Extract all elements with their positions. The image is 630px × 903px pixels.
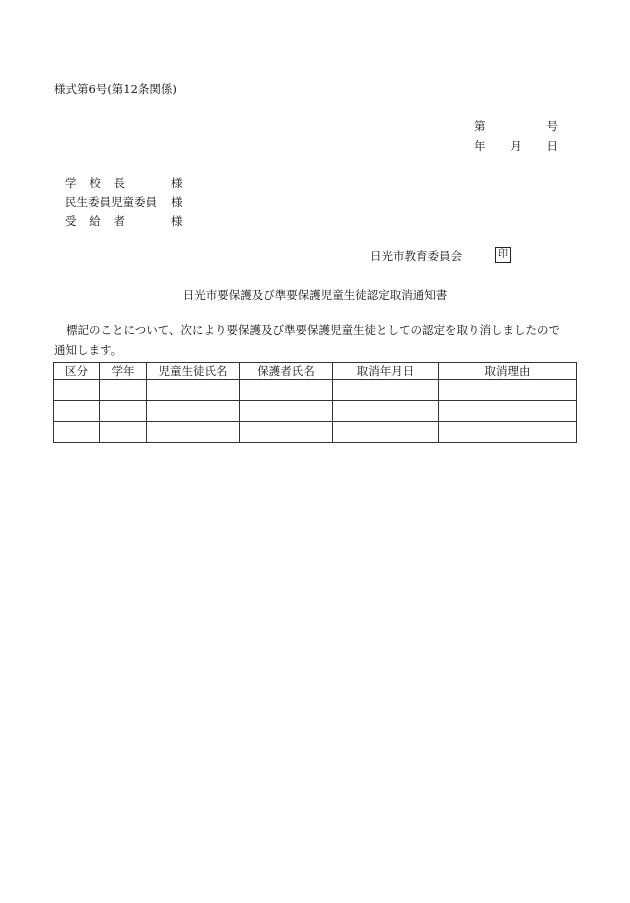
body-line1-text: 標記のことについて、次により要保護及び準要保護児童生徒としての認定を取り消しましたので: [66, 323, 561, 337]
table-cell: [333, 401, 439, 422]
recipient-honorific: 様: [171, 195, 183, 209]
header-grade: 学年: [100, 363, 147, 380]
recipient-name-spaced: [65, 212, 125, 231]
header-category: 区分: [54, 363, 100, 380]
form-number: 様式第6号(第12条関係): [54, 82, 177, 96]
table-cell: [439, 401, 577, 422]
header-revocation-date: 取消年月日: [333, 363, 439, 380]
recipient-welfare-commissioner: [65, 193, 183, 212]
table-cell: [54, 401, 100, 422]
table-cell: [240, 401, 333, 422]
recipients: [65, 174, 183, 231]
recipient-name-spaced: [65, 174, 125, 193]
recipient-principal: [65, 174, 183, 193]
table-cell: [100, 380, 147, 401]
recipient-char: 校: [89, 176, 101, 190]
recipient-char: 学: [65, 176, 77, 190]
table-cell: [147, 401, 240, 422]
seal-mark: 印: [495, 247, 511, 263]
table-cell: [439, 422, 577, 443]
recipient-char: 者: [113, 214, 125, 228]
table-row: [54, 401, 577, 422]
doc-number-prefix: 第: [474, 119, 486, 133]
table-cell: [54, 422, 100, 443]
header-student-name: 児童生徒氏名: [147, 363, 240, 380]
date-day: 日: [546, 139, 558, 153]
body-text-line2: 通知します。: [54, 343, 123, 357]
recipient-beneficiary: [65, 212, 183, 231]
issuer-name: 日光市教育委員会: [370, 249, 462, 263]
table-cell: [439, 380, 577, 401]
table-cell: [100, 401, 147, 422]
recipient-char: 長: [113, 176, 125, 190]
table-cell: [333, 380, 439, 401]
recipient-honorific: 様: [171, 176, 183, 190]
recipient-name: 民生委員児童委員: [65, 195, 157, 209]
table-row: [54, 380, 577, 401]
table-cell: [147, 422, 240, 443]
header-revocation-reason: 取消理由: [439, 363, 577, 380]
revocation-table: [53, 362, 577, 443]
table-row: [54, 422, 577, 443]
header-guardian-name: 保護者氏名: [240, 363, 333, 380]
table-cell: [240, 422, 333, 443]
table-cell: [100, 422, 147, 443]
table-cell: [54, 380, 100, 401]
date-month: 月: [510, 139, 522, 153]
recipient-char: 受: [65, 214, 77, 228]
document-date: [474, 138, 558, 154]
table-cell: [240, 380, 333, 401]
document-title: 日光市要保護及び準要保護児童生徒認定取消通知書: [182, 288, 448, 302]
table-cell: [333, 422, 439, 443]
date-year: 年: [474, 139, 486, 153]
doc-number-suffix: 号: [546, 119, 558, 133]
document-number: [474, 118, 558, 134]
table-cell: [147, 380, 240, 401]
table-header-row: [54, 363, 577, 380]
recipient-char: 給: [89, 214, 101, 228]
body-text-line1: [54, 322, 560, 338]
recipient-honorific: 様: [171, 214, 183, 228]
